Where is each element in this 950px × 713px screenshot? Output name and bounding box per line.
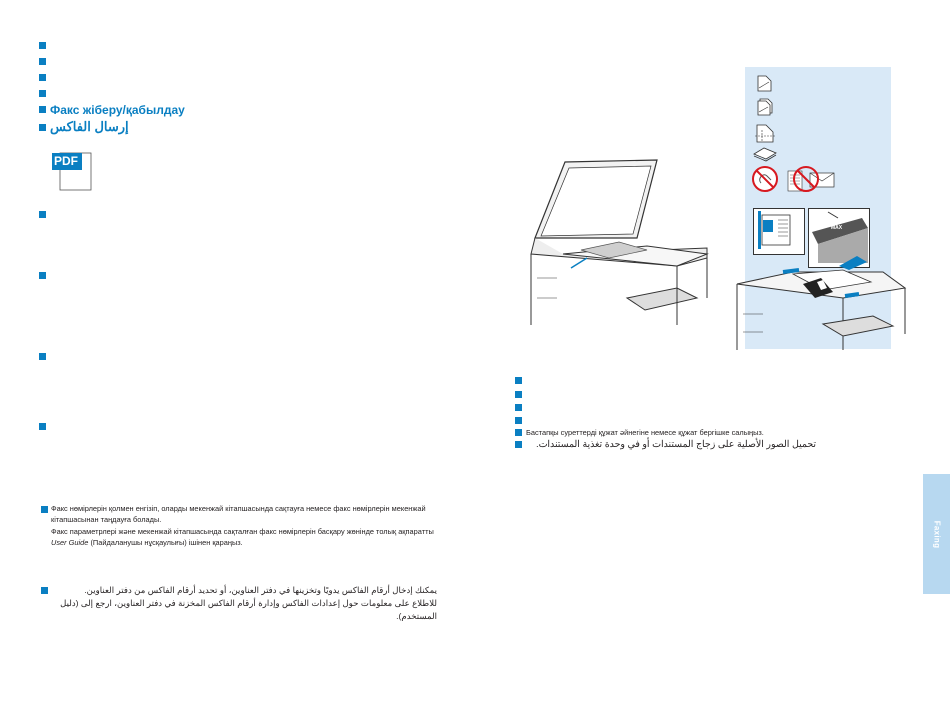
bullet-marker	[41, 506, 48, 513]
paper-sheet-icon	[754, 73, 776, 93]
no-paperclip-icon	[751, 165, 781, 195]
caption-ar: تحميل الصور الأصلية على زجاج المستندات أو في وحدة تغذية المستندات.	[535, 438, 816, 449]
bullet-marker	[41, 587, 48, 594]
bullet-marker	[515, 429, 522, 436]
folded-paper-icon	[752, 145, 778, 163]
bullet-marker	[515, 377, 522, 384]
note-kk-2	[51, 526, 441, 548]
bullet-marker	[39, 211, 46, 218]
bullet-marker	[39, 58, 46, 65]
bullet-marker	[515, 417, 522, 424]
pdf-document-icon	[52, 151, 92, 191]
bullet-marker	[39, 90, 46, 97]
note-kk-2-after: (Пайдаланушы нұсқаулығы) ішінен қараңыз.	[88, 538, 243, 547]
bullet-marker	[515, 404, 522, 411]
bullet-marker	[39, 272, 46, 279]
bullet-marker	[515, 441, 522, 448]
section-side-tab-label	[923, 474, 950, 594]
paper-stack-icon	[754, 97, 776, 117]
bullet-marker	[39, 353, 46, 360]
user-guide-reference: User Guide	[51, 538, 89, 547]
bullet-marker	[515, 391, 522, 398]
document-guide-detail	[753, 208, 805, 255]
printer-document-feeder-illustration	[733, 254, 911, 350]
bullet-marker	[39, 124, 46, 131]
note-ar-2: للاطلاع على معلومات حول إعدادات الفاكس وإدارة أرقام الفاكس المخزنة في دفتر العناوين، ارجع إلى (دليل المستخدم).	[60, 598, 437, 621]
section-title-ar: إرسال الفاكس	[50, 119, 129, 134]
bullet-marker	[39, 423, 46, 430]
note-ar-1: يمكنك إدخال أرقام الفاكس يدويًا وتخزينها في دفتر العناوين، أو تحديد أرقام الفاكس من دفتر العناوين.	[84, 585, 437, 595]
no-envelope-icon	[786, 165, 838, 199]
note-kk-1: Факс нөмірлерін қолмен енгізіп, оларды мекенжай кітапшасында сақтауға немесе факс нөмірлерін мекенжай кітапшасынан таңдауға болады.	[51, 504, 426, 524]
bullet-marker	[39, 42, 46, 49]
side-tab-label: Faxing	[932, 520, 941, 548]
caption-kk: Бастапқы суреттерді құжат әйнегіне немесе құжат бергішке салыңыз.	[526, 428, 764, 437]
note-kk-2-before: Факс параметрлері және мекенжай кітапшасында сақталған факс нөмірлерін басқару жөнінде толық ақпаратты	[51, 527, 434, 536]
pdf-label: PDF	[54, 154, 78, 168]
printer-open-lid-illustration	[527, 158, 712, 325]
cut-paper-icon	[754, 122, 778, 144]
max-label: MAX	[831, 225, 843, 231]
section-title-kk: Факс жіберу/қабылдау	[50, 103, 185, 117]
bullet-marker	[39, 74, 46, 81]
bullet-marker	[39, 106, 46, 113]
